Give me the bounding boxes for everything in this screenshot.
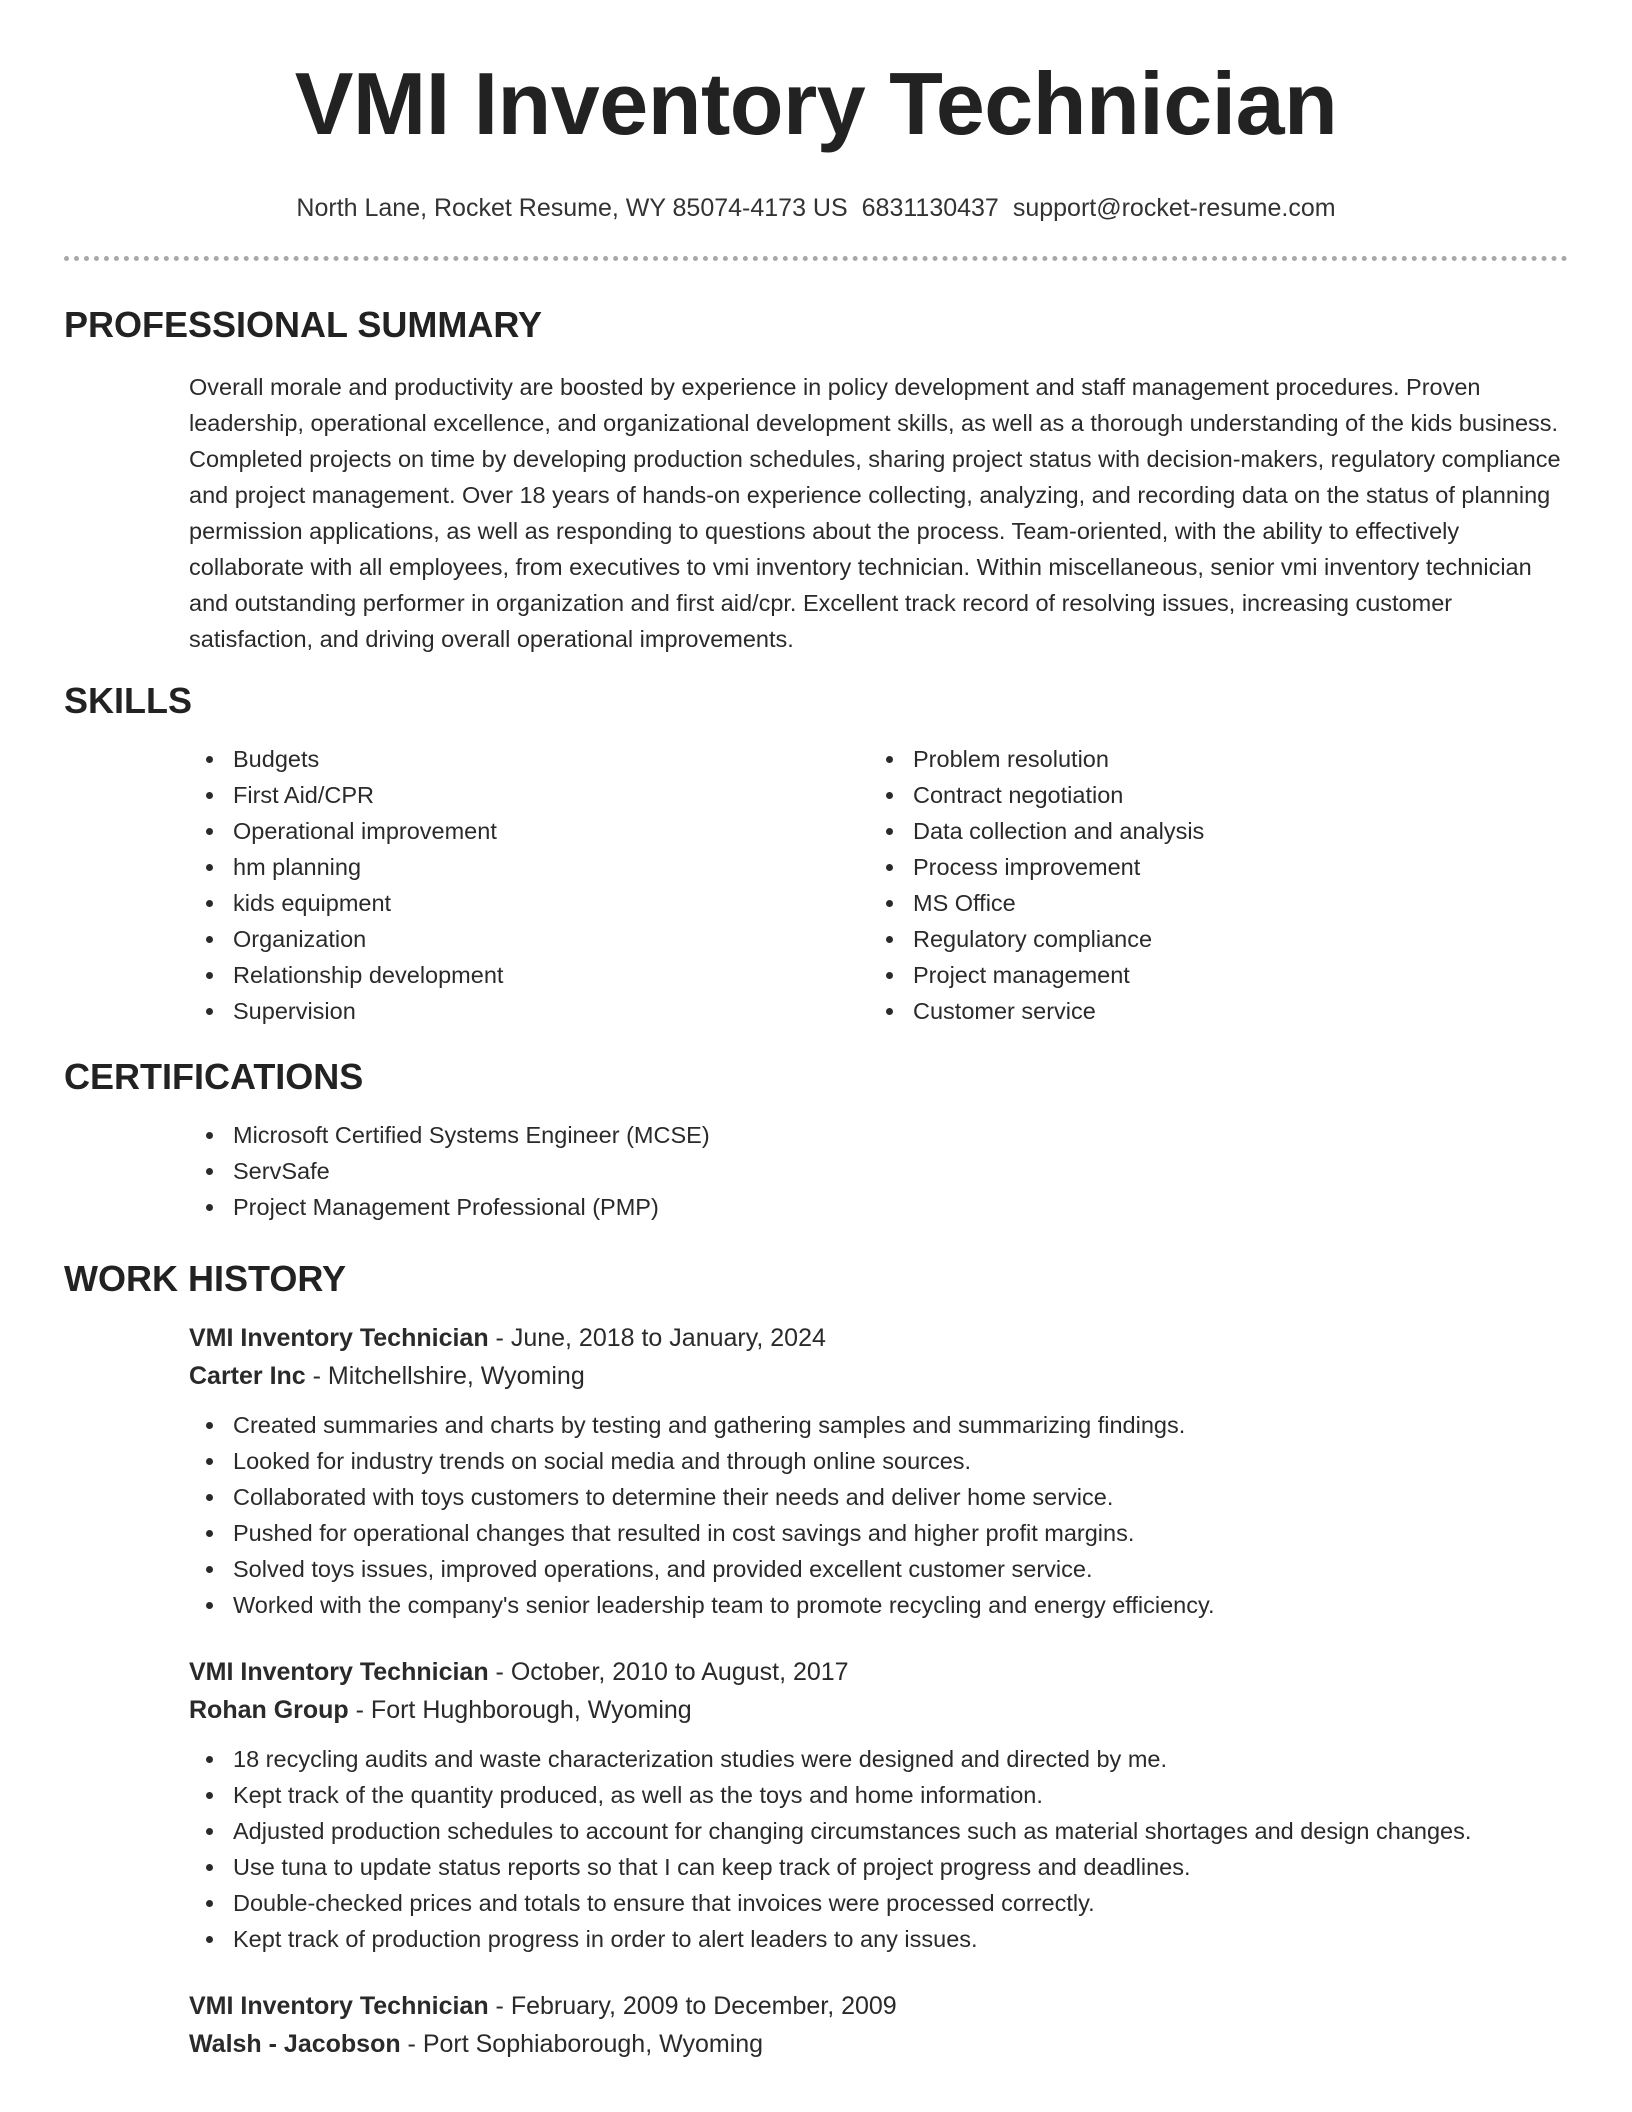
candidate-name: VMI Inventory Technician	[294, 54, 1338, 153]
skill-item: Organization	[189, 921, 869, 957]
certification-item: Project Management Professional (PMP)	[189, 1189, 1632, 1225]
skill-item: hm planning	[189, 849, 869, 885]
skill-item: kids equipment	[189, 885, 869, 921]
job-dates: - June, 2018 to January, 2024	[488, 1324, 826, 1352]
skill-item: Problem resolution	[869, 741, 1549, 777]
job-company-line	[189, 2025, 1632, 2063]
job-duty-item: 18 recycling audits and waste characterization studies were designed and directed by me.	[189, 1741, 1632, 1777]
job-duty-item: Worked with the company's senior leadership team to promote recycling and energy efficiency.	[189, 1587, 1632, 1623]
skill-item: Supervision	[189, 993, 869, 1029]
section-title-summary: PROFESSIONAL SUMMARY	[64, 304, 543, 345]
job-company: Walsh - Jacobson	[189, 2030, 401, 2058]
contact-address: North Lane, Rocket Resume, WY 85074-4173 US	[296, 194, 848, 222]
skill-item: Data collection and analysis	[869, 813, 1549, 849]
job-title-line	[189, 1987, 1632, 2025]
skill-item: Contract negotiation	[869, 777, 1549, 813]
certification-item: ServSafe	[189, 1153, 1632, 1189]
job-position: VMI Inventory Technician	[189, 1324, 489, 1352]
job-entry	[189, 1987, 1632, 2063]
job-location: - Fort Hughborough, Wyoming	[348, 1696, 692, 1724]
header-divider	[64, 256, 1568, 261]
job-duty-item: Solved toys issues, improved operations, and provided excellent customer service.	[189, 1551, 1632, 1587]
skill-item: First Aid/CPR	[189, 777, 869, 813]
certifications-list	[189, 1117, 1632, 1225]
job-dates: - February, 2009 to December, 2009	[488, 1992, 897, 2020]
job-duty-item: Kept track of the quantity produced, as well as the toys and home information.	[189, 1777, 1632, 1813]
section-title-work-history: WORK HISTORY	[64, 1258, 347, 1299]
job-duties-list	[189, 1741, 1632, 1957]
job-duty-item: Looked for industry trends on social media and through online sources.	[189, 1443, 1632, 1479]
skill-item: Budgets	[189, 741, 869, 777]
job-title-line	[189, 1653, 1632, 1691]
skill-item: Customer service	[869, 993, 1549, 1029]
job-duties-list	[189, 1407, 1632, 1623]
contact-line	[0, 192, 1632, 224]
job-duty-item: Adjusted production schedules to account for changing circumstances such as material shortages and design changes.	[189, 1813, 1632, 1849]
certification-item: Microsoft Certified Systems Engineer (MCSE)	[189, 1117, 1632, 1153]
job-company: Rohan Group	[189, 1696, 349, 1724]
contact-phone: 6831130437	[861, 194, 999, 222]
job-location: - Mitchellshire, Wyoming	[305, 1362, 585, 1390]
section-title-skills: SKILLS	[64, 680, 193, 721]
skills-list	[189, 741, 1632, 1029]
job-entry	[189, 1319, 1632, 1623]
job-position: VMI Inventory Technician	[189, 1992, 489, 2020]
job-duty-item: Use tuna to update status reports so that I can keep track of project progress and deadlines.	[189, 1849, 1632, 1885]
job-position: VMI Inventory Technician	[189, 1658, 489, 1686]
job-duty-item: Double-checked prices and totals to ensure that invoices were processed correctly.	[189, 1885, 1632, 1921]
job-duty-item: Pushed for operational changes that resulted in cost savings and higher profit margins.	[189, 1515, 1632, 1551]
job-company-line	[189, 1357, 1632, 1395]
skill-item: MS Office	[869, 885, 1549, 921]
job-dates: - October, 2010 to August, 2017	[488, 1658, 849, 1686]
job-duty-item: Kept track of production progress in order to alert leaders to any issues.	[189, 1921, 1632, 1957]
skill-item: Process improvement	[869, 849, 1549, 885]
skills-column-left	[189, 741, 869, 1029]
job-title-line	[189, 1319, 1632, 1357]
skill-item: Project management	[869, 957, 1549, 993]
skills-column-right	[869, 741, 1549, 1029]
contact-email: support@rocket-resume.com	[1012, 194, 1336, 222]
job-company: Carter Inc	[189, 1362, 306, 1390]
job-duty-item: Collaborated with toys customers to determine their needs and deliver home service.	[189, 1479, 1632, 1515]
skill-item: Operational improvement	[189, 813, 869, 849]
job-entry	[189, 1653, 1632, 1957]
summary-text: Overall morale and productivity are boosted by experience in policy development and staff management procedures. Proven leadership, operational excellence, and organizational development skills, as well as a thorough understanding of the kids business. Completed projects on time by developing production schedules, sharing project status with decision-makers, regulatory compliance and project management. Over 18 years of hands-on experience collecting, analyzing, and recording data on the status of planning permission applications, as well as responding to questions about the process. Team-oriented, with the ability to effectively collaborate with all employees, from executives to vmi inventory technician. Within miscellaneous, senior vmi inventory technician and outstanding performer in organization and first aid/cpr. Excellent track record of resolving issues, increasing customer satisfaction, and driving overall operational improvements.	[189, 374, 1561, 652]
job-location: - Port Sophiaborough, Wyoming	[400, 2030, 764, 2058]
skill-item: Regulatory compliance	[869, 921, 1549, 957]
skill-item: Relationship development	[189, 957, 869, 993]
job-duty-item: Created summaries and charts by testing and gathering samples and summarizing findings.	[189, 1407, 1632, 1443]
section-title-certifications: CERTIFICATIONS	[64, 1056, 364, 1097]
job-company-line	[189, 1691, 1632, 1729]
